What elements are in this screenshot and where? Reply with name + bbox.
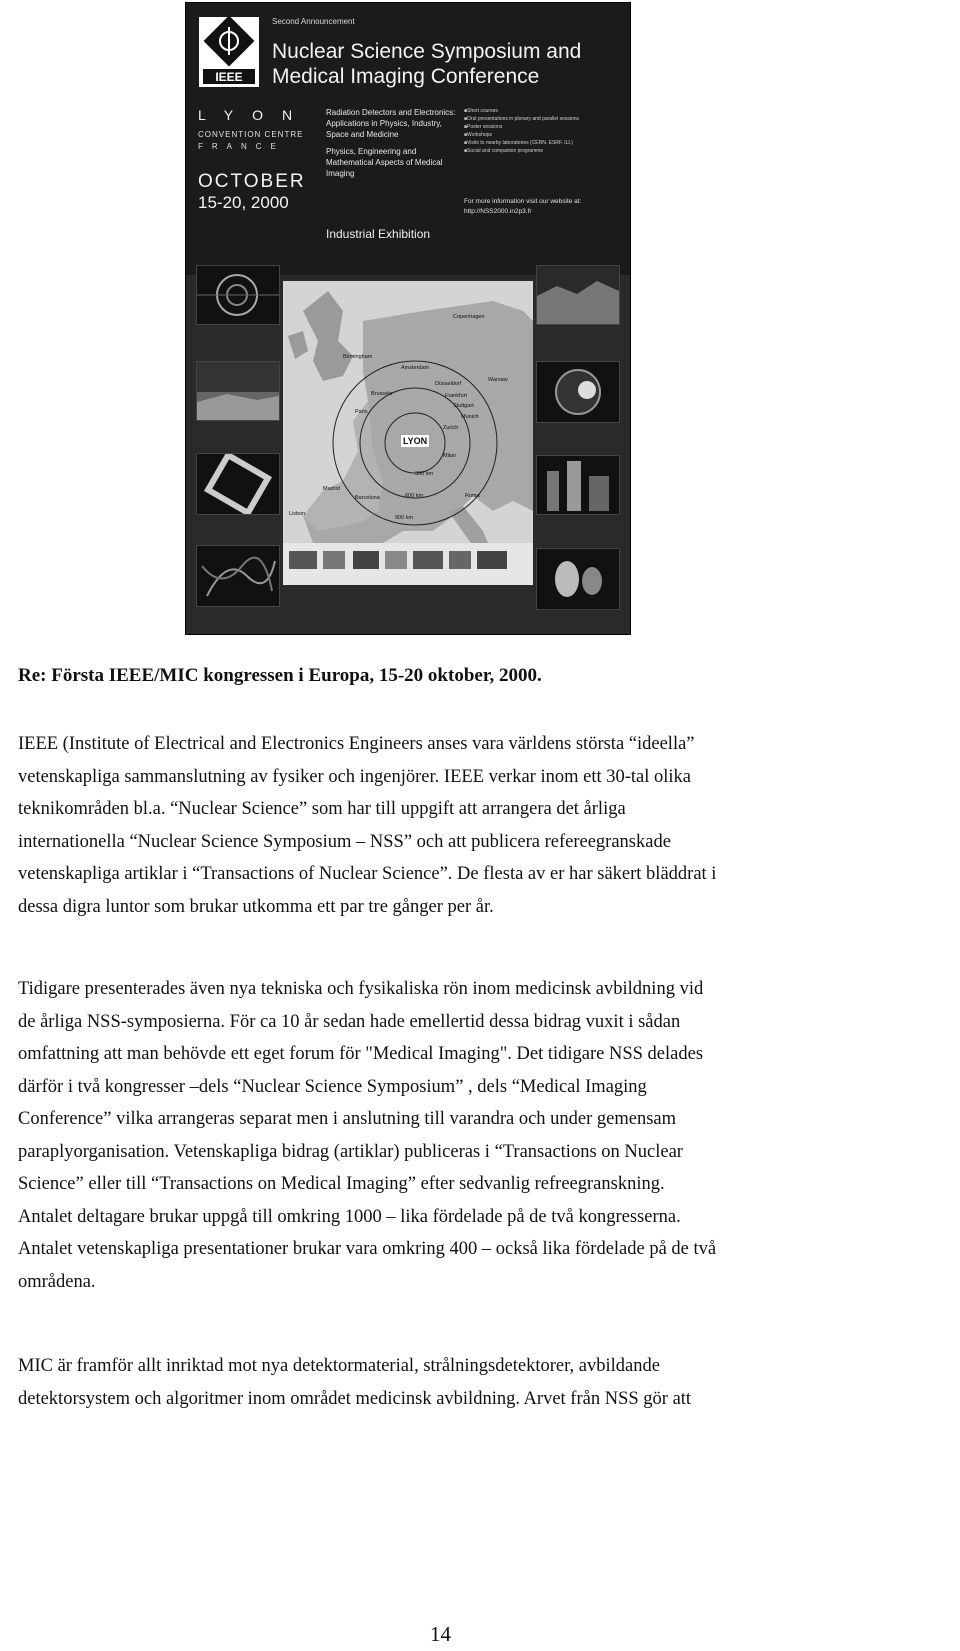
website-link[interactable]: http://NSS2000.in2p3.fr (464, 208, 532, 215)
feature-item: ■ Short courses (464, 107, 579, 115)
map-city-label: Madrid (323, 486, 340, 492)
paragraph-line: därför i två kongresser –dels “Nuclear Science Symposium” , dels “Medical Imaging (18, 1076, 647, 1097)
paragraph-line: Antalet deltagare brukar uppgå till omkring 1000 – lika fördelade på de två kongresserna. (18, 1206, 681, 1227)
paragraph-line: IEEE (Institute of Electrical and Electronics Engineers anses vara världens största “ideella” (18, 734, 695, 754)
europe-map (283, 281, 533, 585)
venue-line-2: FRANCE (198, 142, 285, 151)
map-city-label: Stuttgart (453, 403, 474, 409)
event-dates: 15-20, 2000 (198, 193, 289, 212)
map-labels (283, 281, 533, 585)
map-distance-label: 900 km (395, 515, 414, 521)
paragraph-line: Antalet vetenskapliga presentationer brukar vara omkring 400 – också lika fördelade på de två (18, 1239, 717, 1259)
paragraph-line: vetenskapliga artiklar i “Transactions of Nuclear Science”. De flesta av er har säkert bläddrat i (18, 864, 717, 884)
paragraph-line: Science” eller till “Transactions on Medical Imaging” efter sedvanlig refreegranskning. (18, 1174, 665, 1194)
map-distance-label: 300 km (415, 471, 434, 477)
map-city-label: Zurich (443, 425, 459, 431)
announcement-label: Second Announcement (272, 17, 355, 26)
paragraph-1 (18, 728, 948, 923)
poster-photo (536, 548, 620, 610)
map-city-label: Copenhagen (453, 314, 485, 320)
paragraph-line: vetenskapliga sammanslutning av fysiker och ingenjörer. IEEE verkar inom ett 30-tal olika (18, 766, 692, 787)
conference-title-line-2: Medical Imaging Conference (272, 65, 540, 88)
map-city-label: Roma (465, 493, 480, 499)
paragraph-line: omfattning att man behövde ett eget forum för "Medical Imaging". Det tidigare NSS delades (18, 1044, 704, 1064)
feature-item: ■ Visits to nearby laboratories (CERN, ESRF, ILL) (464, 139, 579, 147)
poster-header (186, 3, 630, 275)
map-city-label: Warsaw (488, 377, 508, 383)
paragraph-line: områdena. (18, 1271, 96, 1292)
paragraph-line: detektorsystem och algoritmer inom området medicinsk avbildning. Arvet från NSS gör att (18, 1388, 692, 1409)
map-city-label: Munich (461, 414, 479, 420)
map-city-label: Birmingham (343, 354, 373, 360)
venue (198, 129, 303, 153)
poster-photo (536, 455, 620, 515)
map-city-label: Düsseldorf (435, 381, 462, 387)
ieee-logo-icon (199, 17, 259, 87)
poster-photo (536, 361, 620, 423)
paragraph-2 (18, 973, 948, 1298)
map-distance-label: 600 km (405, 493, 424, 499)
conference-title (272, 39, 622, 89)
map-city-label: Paris (355, 409, 368, 415)
more-info (464, 197, 624, 217)
topic-2: Physics, Engineering and Mathematical Aspects of Medical Imaging (326, 147, 443, 178)
article-heading: Re: Första IEEE/MIC kongressen i Europa, 15-20 oktober, 2000. (18, 665, 542, 686)
map-lyon-label: LYON (403, 436, 428, 446)
feature-item: ■ Social and companion programme (464, 147, 579, 155)
map-city-label: Lisbon (289, 511, 306, 517)
conference-poster (185, 2, 631, 635)
poster-photo (536, 265, 620, 325)
features-list (464, 107, 579, 155)
paragraph-line: Conference” vilka arrangeras separat men i anslutning till varandra och under gemensam (18, 1109, 677, 1129)
city-name: LYON (198, 107, 312, 123)
feature-item: ■ Workshops (464, 131, 579, 139)
topic-1: Radiation Detectors and Electronics: Applications in Physics, Industry, Space and Medicine (326, 108, 456, 139)
paragraph-line: MIC är framför allt inriktad mot nya detektormaterial, strålningsdetektorer, avbildande (18, 1356, 660, 1376)
poster-photo (196, 361, 280, 421)
conference-title-line-1: Nuclear Science Symposium and (272, 40, 582, 63)
map-city-label: Milan (443, 453, 457, 459)
map-city-label: Brussels (371, 391, 393, 397)
feature-item: ■ Poster sessions (464, 123, 579, 131)
map-city-label: Frankfurt (445, 393, 468, 399)
map-city-label: Barcelona (355, 495, 380, 501)
venue-line-1: CONVENTION CENTRE (198, 130, 304, 139)
paragraph-line: de årliga NSS-symposierna. För ca 10 år sedan hade emellertid dessa bidrag vuxit i sådan (18, 1011, 681, 1032)
page-number: 14 (430, 1622, 451, 1646)
paragraph-line: dessa digra luntor som brukar utkomma ett par tre gånger per år. (18, 896, 494, 917)
poster-photo (196, 453, 280, 515)
event-month: OCTOBER (198, 171, 306, 192)
paragraph-line: internationella “Nuclear Science Symposium – NSS” och att publicera refereegranskade (18, 831, 671, 852)
more-info-text: For more information visit our website at: (464, 198, 582, 205)
paragraph-line: Tidigare presenterades även nya tekniska och fysikaliska rön inom medicinsk avbildning vid (18, 979, 704, 999)
paragraph-3 (18, 1350, 948, 1415)
feature-item: ■ Oral presentations in plenary and parallel sessions (464, 115, 579, 123)
industrial-exhibition-label: Industrial Exhibition (326, 227, 431, 241)
ieee-logo-text: IEEE (215, 70, 243, 84)
topics-list (326, 107, 466, 185)
paragraph-line: paraplyorganisation. Vetenskapliga bidrag (artiklar) publiceras i “Transactions on Nuclear (18, 1141, 683, 1162)
poster-photo (196, 265, 280, 325)
paragraph-line: teknikområden bl.a. “Nuclear Science” som har till uppgift att arrangera det årliga (18, 799, 626, 819)
map-city-label: Amsterdam (401, 365, 430, 371)
poster-photo (196, 545, 280, 607)
